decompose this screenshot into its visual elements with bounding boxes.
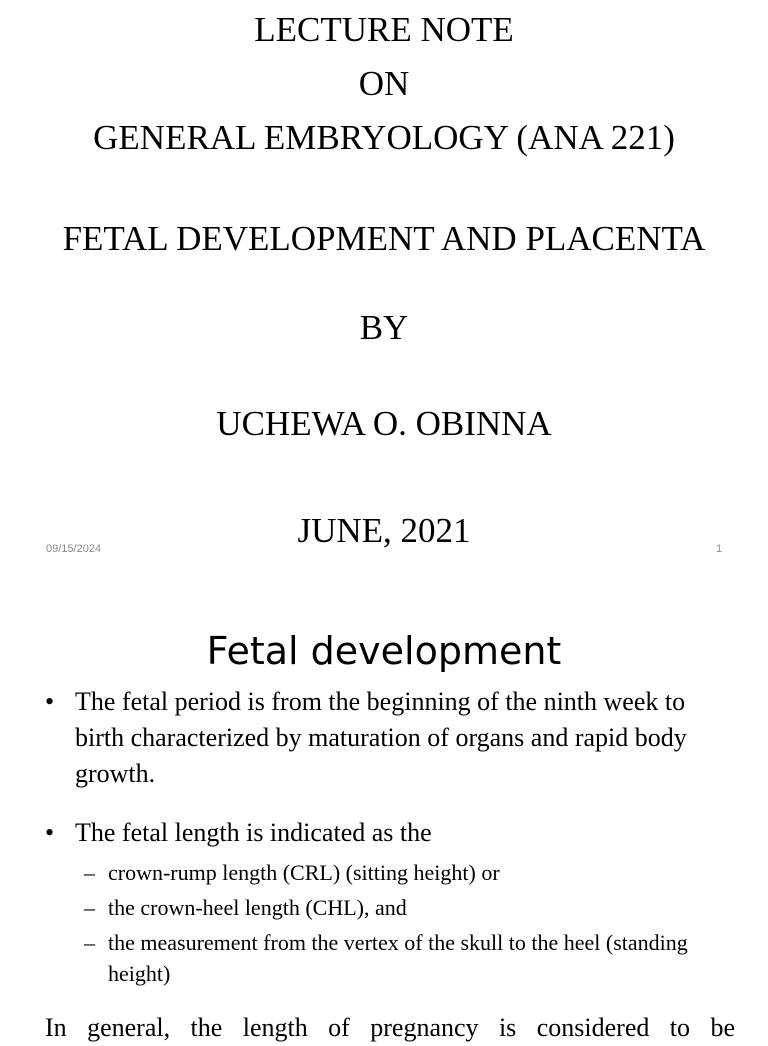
bullet-icon: • bbox=[45, 687, 55, 716]
sub-item-text: crown-rump length (CRL) (sitting height) or bbox=[108, 860, 500, 885]
sub-item bbox=[84, 892, 704, 923]
bullet-text: The fetal length is indicated as the bbox=[75, 818, 432, 847]
sub-item bbox=[84, 927, 704, 989]
bullet-item bbox=[45, 684, 725, 792]
author-name: UCHEWA O. OBINNA bbox=[216, 404, 552, 443]
on-heading: ON bbox=[358, 64, 410, 103]
course-title: GENERAL EMBRYOLOGY (ANA 221) bbox=[93, 118, 675, 157]
by-label: BY bbox=[359, 308, 409, 347]
sub-item-text: the crown-heel length (CHL), and bbox=[108, 895, 407, 920]
lecture-date: JUNE, 2021 bbox=[297, 511, 471, 550]
bullet-text: The fetal period is from the beginning of the ninth week to birth characterized by maturation of organs and rapid body growth. bbox=[75, 687, 687, 788]
lecture-note-heading: LECTURE NOTE bbox=[254, 10, 514, 49]
sub-item bbox=[84, 857, 704, 888]
bullet-icon: • bbox=[45, 818, 55, 847]
slide-title: Fetal development bbox=[206, 629, 562, 673]
dash-icon: – bbox=[84, 930, 95, 955]
dash-icon: – bbox=[84, 895, 95, 920]
dash-icon: – bbox=[84, 860, 95, 885]
topic-title: FETAL DEVELOPMENT AND PLACENTA bbox=[62, 219, 706, 258]
bullet-item bbox=[45, 815, 725, 851]
sub-item-text: the measurement from the vertex of the skull to the heel (standing height) bbox=[108, 930, 688, 986]
fetal-development-slide bbox=[0, 576, 768, 1042]
slide-footer-date: 09/15/2024 bbox=[46, 543, 102, 555]
slide-page-number: 1 bbox=[716, 543, 723, 555]
cut-off-paragraph: In general, the length of pregnancy is considered to be bbox=[45, 1013, 735, 1042]
